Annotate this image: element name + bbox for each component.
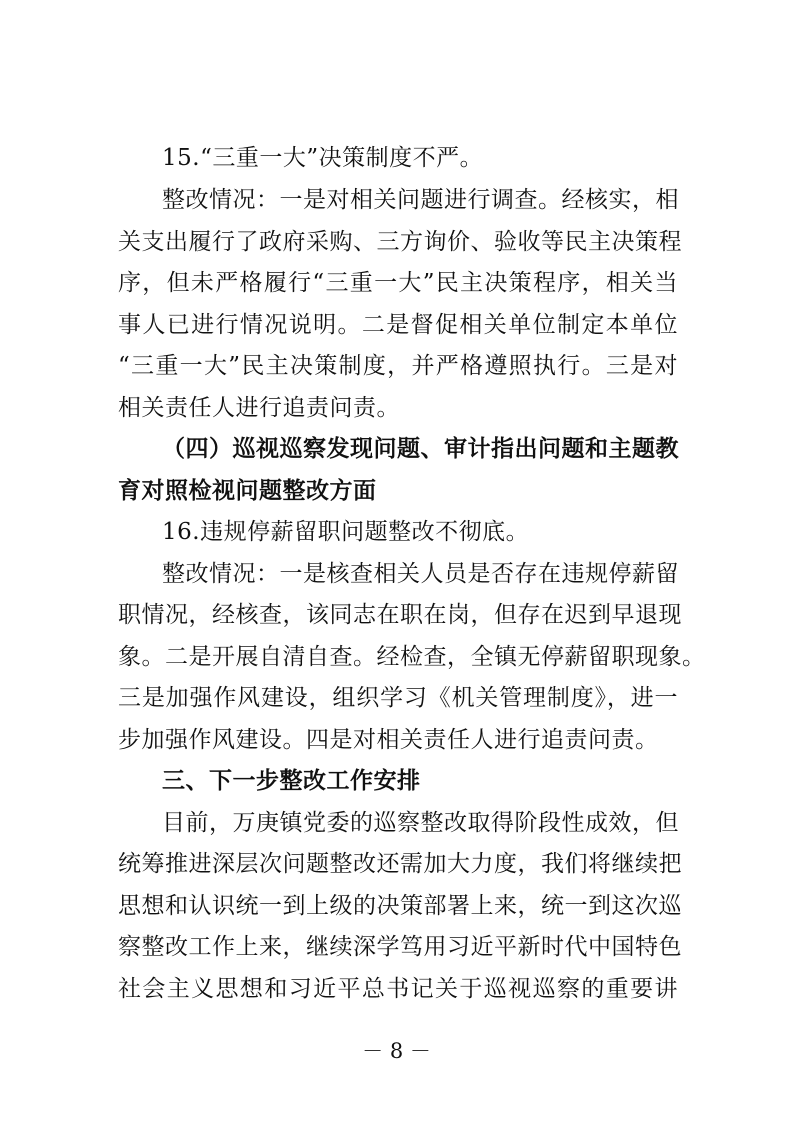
paragraph-line: 整改情况：一是核查相关人员是否存在违规停薪留 (162, 561, 679, 587)
paragraph-line: 象。二是开展自清自查。经检查，全镇无停薪留职现象。 (118, 644, 706, 670)
paragraph-line: 序，但未严格履行“三重一大”民主决策程序，相关当 (118, 270, 678, 296)
paragraph-line: 事人已进行情况说明。二是督促相关单位制定本单位 (118, 312, 678, 338)
paragraph-line: 社会主义思想和习近平总书记关于巡视巡察的重要讲 (118, 976, 678, 1002)
section-3-heading: 三、下一步整改工作安排 (162, 767, 421, 794)
paragraph-line: 整改情况：一是对相关问题进行调查。经核实，相 (162, 187, 679, 213)
paragraph-line: 职情况，经核查，该同志在职在岗，但存在迟到早退现 (118, 602, 682, 628)
paragraph-line: 关支出履行了政府采购、三方询价、验收等民主决策程 (118, 229, 682, 255)
paragraph-line: 目前，万庚镇党委的巡察整改取得阶段性成效，但 (162, 810, 679, 836)
paragraph-line: 步加强作风建设。四是对相关责任人进行追责问责。 (118, 727, 659, 753)
paragraph-line: “三重一大”民主决策制度，并严格遵照执行。三是对 (118, 353, 678, 379)
section-4-heading: （四）巡视巡察发现问题、审计指出问题和主题教 (162, 435, 679, 462)
paragraph-line: 相关责任人进行追责问责。 (118, 395, 400, 421)
section-4-heading: 育对照检视问题整改方面 (118, 477, 377, 504)
item-15-heading: 15.“三重一大”决策制度不严。 (162, 145, 484, 171)
paragraph-line: 察整改工作上来，继续深学笃用习近平新时代中国特色 (118, 934, 682, 960)
paragraph-line: 三是加强作风建设，组织学习《机关管理制度》，进一 (118, 685, 678, 711)
item-16-heading: 16.违规停薪留职问题整改不彻底。 (162, 519, 530, 545)
paragraph-line: 思想和认识统一到上级的决策部署上来，统一到这次巡 (118, 893, 682, 919)
page-number: － 8 － (362, 1039, 431, 1063)
paragraph-line: 统筹推进深层次问题整改还需加大力度，我们将继续把 (118, 851, 682, 877)
